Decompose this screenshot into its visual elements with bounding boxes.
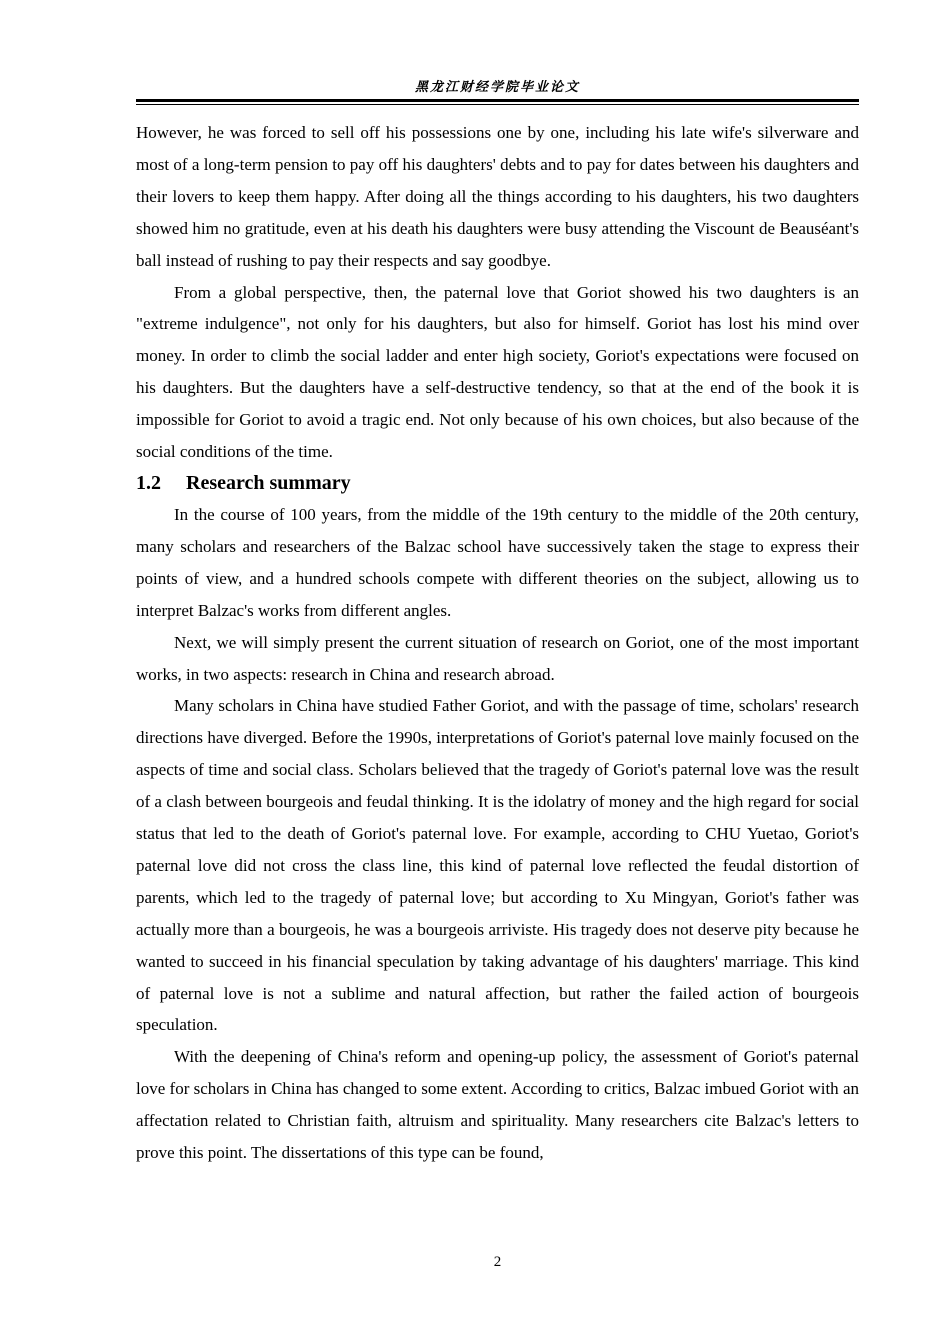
page-number: 2	[493, 1254, 502, 1270]
paragraph-1: However, he was forced to sell off his possessions one by one, including his late wife's silverware and most of a long-term pension to pay off his daughters' debts and to pay for dates between his daughters and their lovers to keep them happy. After doing all the things according to his daughters, his two daughters showed him no gratitude, even at his death his daughters were busy attending the Viscount de Beauséant's ball instead of rushing to pay their respects and say goodbye.	[136, 123, 859, 270]
running-header: 黑龙江财经学院毕业论文	[414, 80, 580, 95]
paragraph-3: In the course of 100 years, from the middle of the 19th century to the middle of the 20th century, many scholars and researchers of the Balzac school have successively taken the stage to express their points of view, and a hundred schools compete with different theories on the subject, allowing us to interpret Balzac's works from different angles.	[136, 504, 859, 620]
section-heading	[136, 468, 859, 499]
paragraph-2: From a global perspective, then, the paternal love that Goriot showed his two daughters is an "extreme indulgence", not only for his daughters, but also for himself. Goriot has lost his mind over money. In order to climb the social ladder and enter high society, Goriot's expectations were focused on his daughters. But the daughters have a self-destructive tendency, so that at the end of the book it is impossible for Goriot to avoid a tragic end. Not only because of his own choices, but also because of the social conditions of the time.	[136, 282, 859, 462]
paragraph-5: Many scholars in China have studied Father Goriot, and with the passage of time, scholars' research directions have diverged. Before the 1990s, interpretations of Goriot's paternal love mainly focused on the aspects of time and social class. Scholars believed that the tragedy of Goriot's paternal love was the result of a clash between bourgeois and feudal thinking. It is the idolatry of money and the high regard for social status that led to the death of Goriot's paternal love. For example, according to CHU Yuetao, Goriot's paternal love did not cross the class line, this kind of paternal love reflected the feudal distortion of parents, which led to the tragedy of paternal love; but according to Xu Mingyan, Goriot's father was actually more than a bourgeois, he was a bourgeois arriviste. His tragedy does not deserve pity because he wanted to succeed in his financial speculation by taking advantage of his daughters' marriage. This kind of paternal love is not a sublime and natural affection, but rather the failed action of bourgeois speculation.	[136, 696, 859, 1035]
section-number: 1.2	[136, 471, 161, 494]
body-text	[136, 117, 859, 1169]
paragraph-4: Next, we will simply present the current situation of research on Goriot, one of the most important works, in two aspects: research in China and research abroad.	[136, 632, 859, 684]
section-title: Research summary	[186, 471, 351, 494]
header-rule-thin	[136, 104, 859, 105]
header-rule-thick	[136, 99, 859, 102]
paragraph-6: With the deepening of China's reform and opening-up policy, the assessment of Goriot's paternal love for scholars in China has changed to some extent. According to critics, Balzac imbued Goriot with an affectation related to Christian faith, altruism and spirituality. Many researchers cite Balzac's letters to prove this point. The dissertations of this type can be found,	[136, 1047, 859, 1163]
